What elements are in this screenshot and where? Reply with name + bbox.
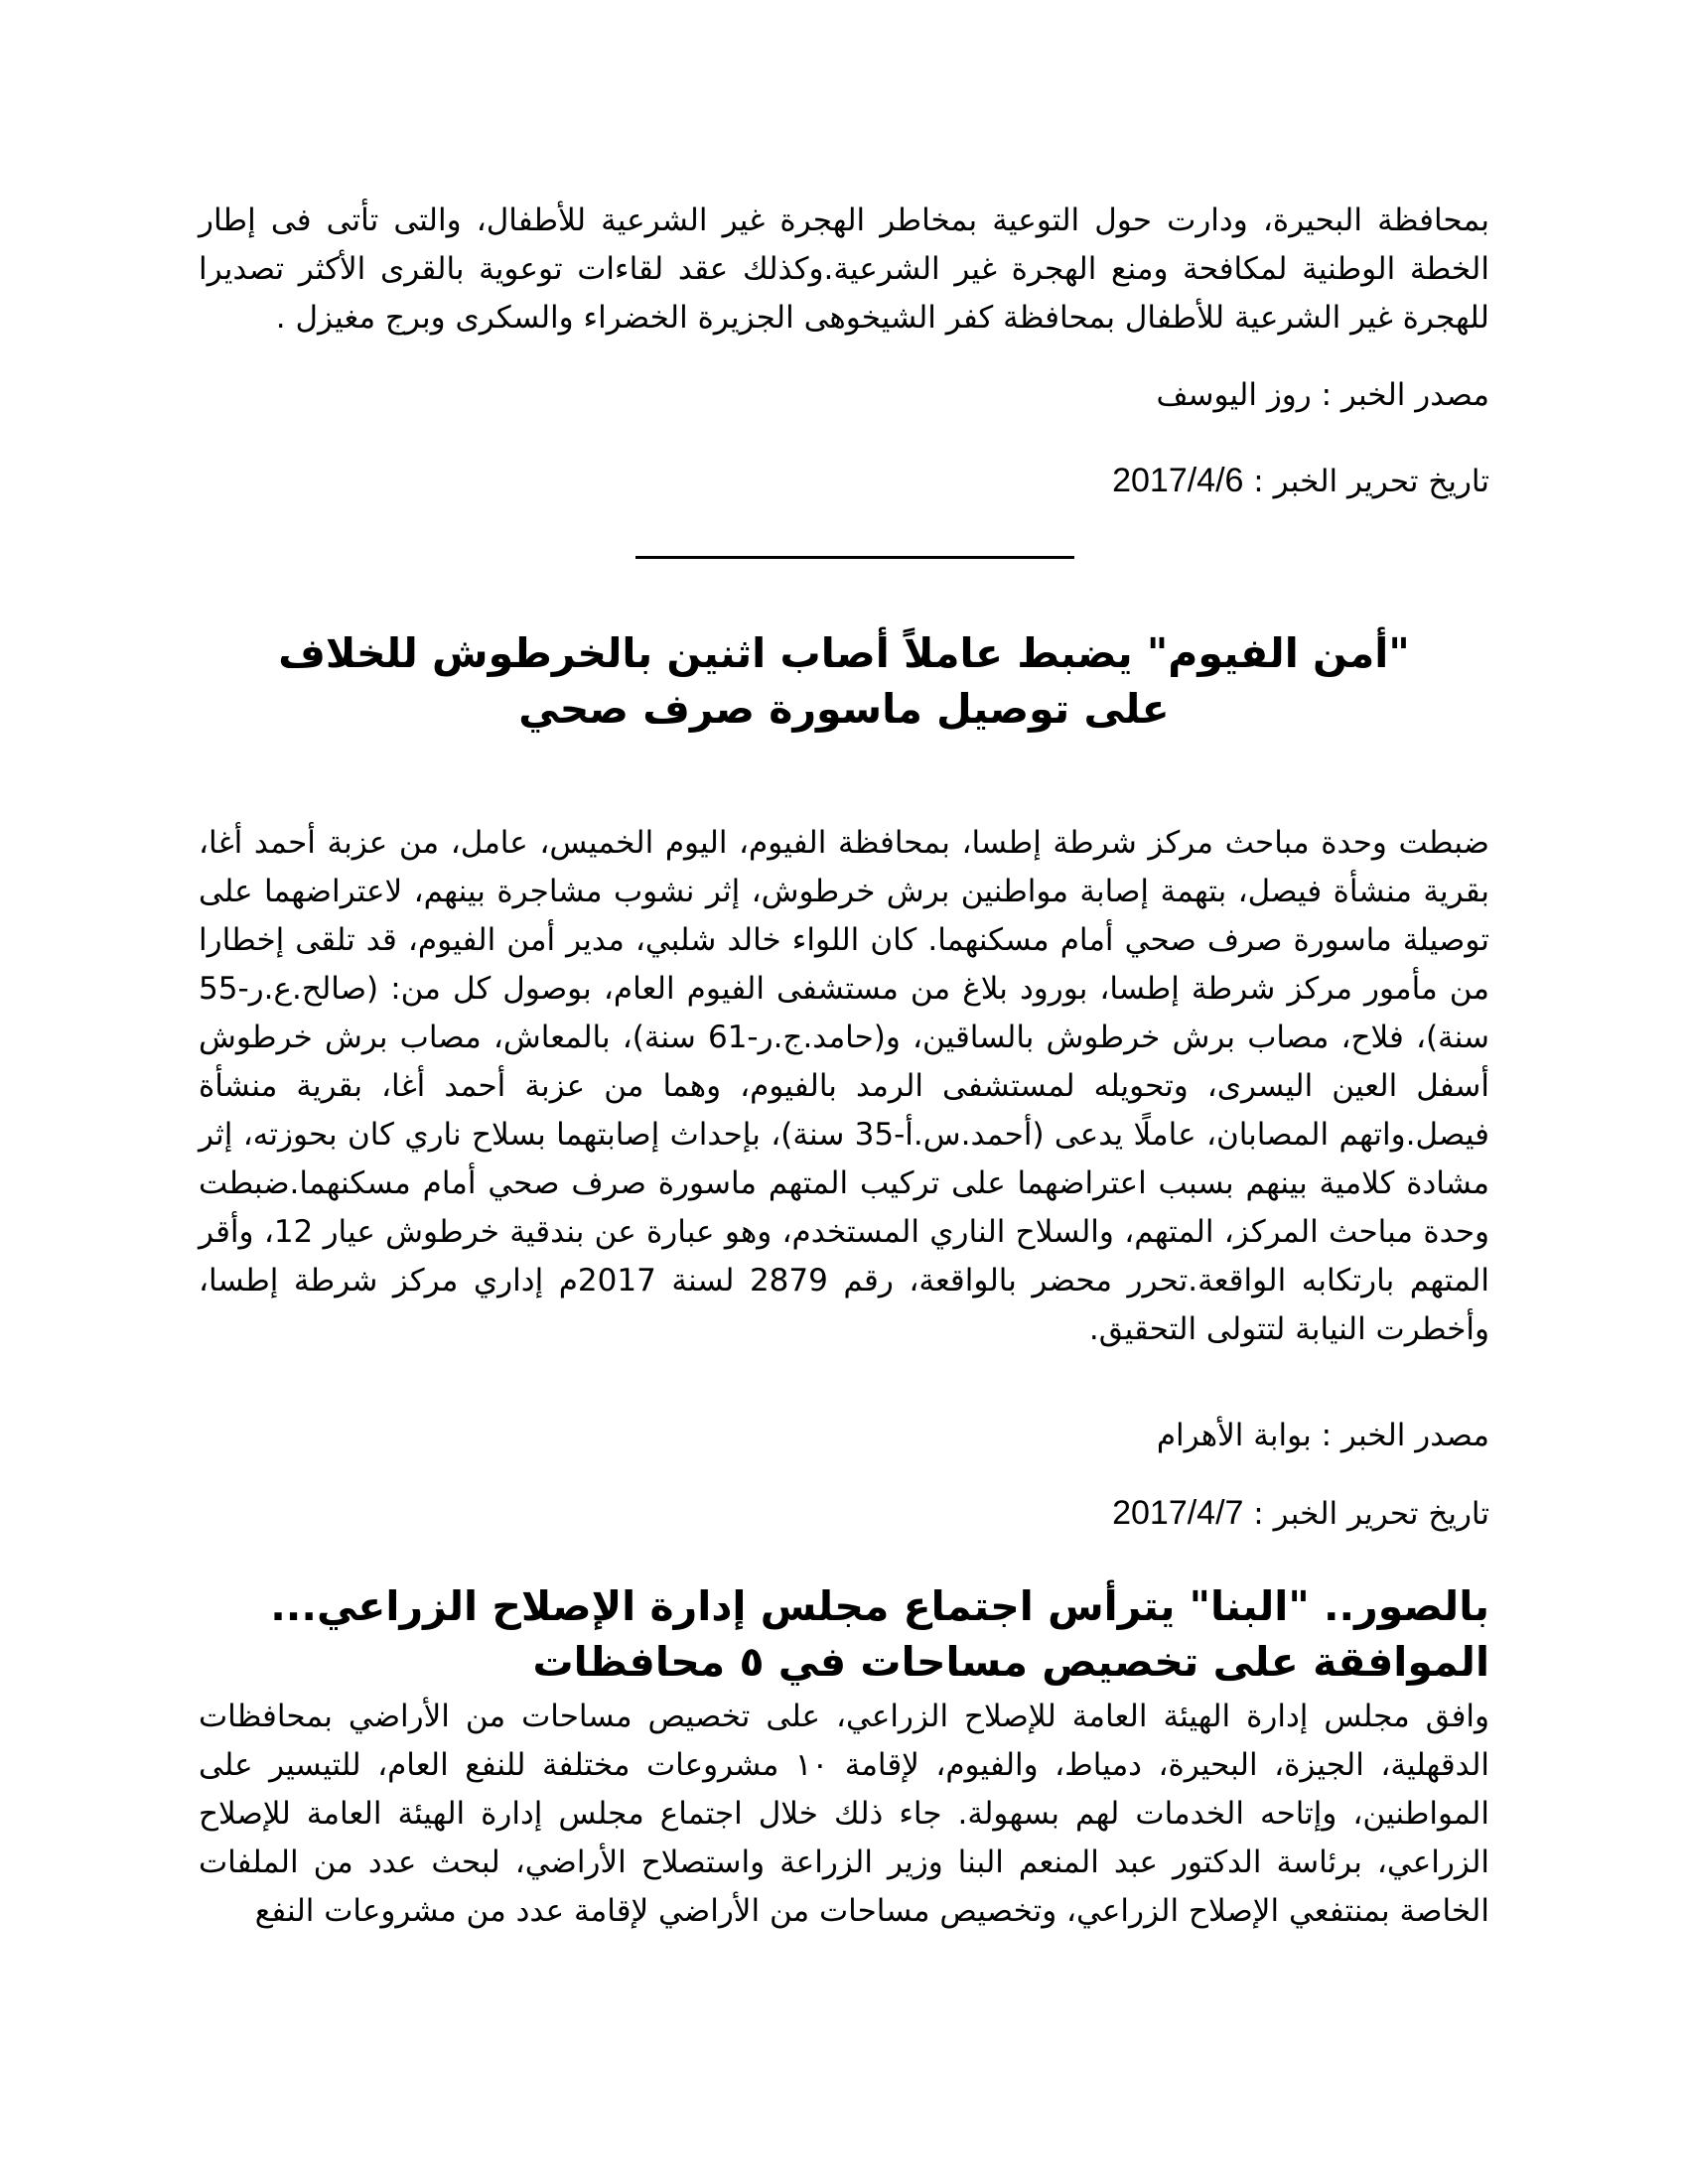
article1-source: مصدر الخبر : بوابة الأهرام bbox=[1156, 1418, 1489, 1453]
intro-date bbox=[199, 459, 1489, 503]
intro-date-value: 2017/4/6 bbox=[1112, 462, 1244, 499]
article2-headline: بالصور.. "البنا" يترأس اجتماع مجلس إدارة الإصلاح الزراعي... الموافقة على تخصيص مساحات في ٥ محافظات bbox=[270, 1582, 1489, 1686]
article1-headline: "أمن الفيوم" يضبط عاملاً أصاب اثنين بالخرطوش للخلاف على توصيل ماسورة صرف صحي bbox=[278, 629, 1410, 733]
article1-date-label: تاريخ تحرير الخبر : bbox=[1243, 1496, 1489, 1532]
intro-date-label: تاريخ تحرير الخبر : bbox=[1243, 464, 1489, 499]
article1-date bbox=[199, 1491, 1489, 1536]
article1-date-value: 2017/4/7 bbox=[1112, 1494, 1244, 1532]
section-divider bbox=[635, 556, 1074, 559]
article2-body: وافق مجلس إدارة الهيئة العامة للإصلاح الزراعي، على تخصيص مساحات من الأراضي بمحافظات الدقهلية، الجيزة، البحيرة، دمياط، والفيوم، لإقامة ١٠ مشروعات مختلفة للنفع العام، للتيسير على المواطنين، وإتاحه الخدمات لهم بسهولة. جاء ذلك خلال اجتماع مجلس إدارة الهيئة العامة للإصلاح الزراعي، برئاسة الدكتور عبد المنعم البنا وزير الزراعة واستصلاح الأراضي، لبحث عدد من الملفات الخاصة بمنتفعي الإصلاح الزراعي، وتخصيص مساحات من الأراضي لإقامة عدد من مشروعات النفع bbox=[199, 1699, 1490, 1929]
intro-paragraph: بمحافظة البحيرة، ودارت حول التوعية بمخاطر الهجرة غير الشرعية للأطفال، والتى تأتى فى إطار الخطة الوطنية لمكافحة ومنع الهجرة غير الشرعية.وكذلك عقد لقاءات توعوية بالقرى الأكثر تصديرا للهجرة غير الشرعية للأطفال بمحافظة كفر الشيخوهى الجزيرة الخضراء والسكرى وبرج مغيزل . bbox=[199, 203, 1489, 336]
article1-body: ضبطت وحدة مباحث مركز شرطة إطسا، بمحافظة الفيوم، اليوم الخميس، عامل، من عزبة أحمد أغا، بقرية منشأة فيصل، بتهمة إصابة مواطنين برش خرطوش، إثر نشوب مشاجرة بينهم، لاعتراضهما على توصيلة ماسورة صرف صحي أمام مسكنهما. كان اللواء خالد شلبي، مدير أمن الفيوم، قد تلقى إخطارا من مأمور مركز شرطة إطسا، بورود بلاغ من مستشفى الفيوم العام، بوصول كل من: (صالح.ع.ر-55 سنة)، فلاح، مصاب برش خرطوش بالساقين، و(حامد.ج.ر-61 سنة)، بالمعاش، مصاب برش خرطوش أسفل العين اليسرى، وتحويله لمستشفى الرمد بالفيوم، وهما من عزبة أحمد أغا، بقرية منشأة فيصل.واتهم المصابان، عاملًا يدعى (أحمد.س.أ-35 سنة)، بإحداث إصابتهما بسلاح ناري كان بحوزته، إثر مشادة كلامية بينهم بسبب اعتراضهما على تركيب المتهم ماسورة صرف صحي أمام مسكنهما.ضبطت وحدة مباحث المركز، المتهم، والسلاح الناري المستخدم، وهو عبارة عن بندقية خرطوش عيار 12، وأقر المتهم بارتكابه الواقعة.تحرر محضر بالواقعة، رقم 2879 لسنة 2017م إداري مركز شرطة إطسا، وأخطرت النيابة لتتولى التحقيق. bbox=[199, 825, 1489, 1347]
intro-source: مصدر الخبر : روز اليوسف bbox=[1156, 377, 1489, 413]
